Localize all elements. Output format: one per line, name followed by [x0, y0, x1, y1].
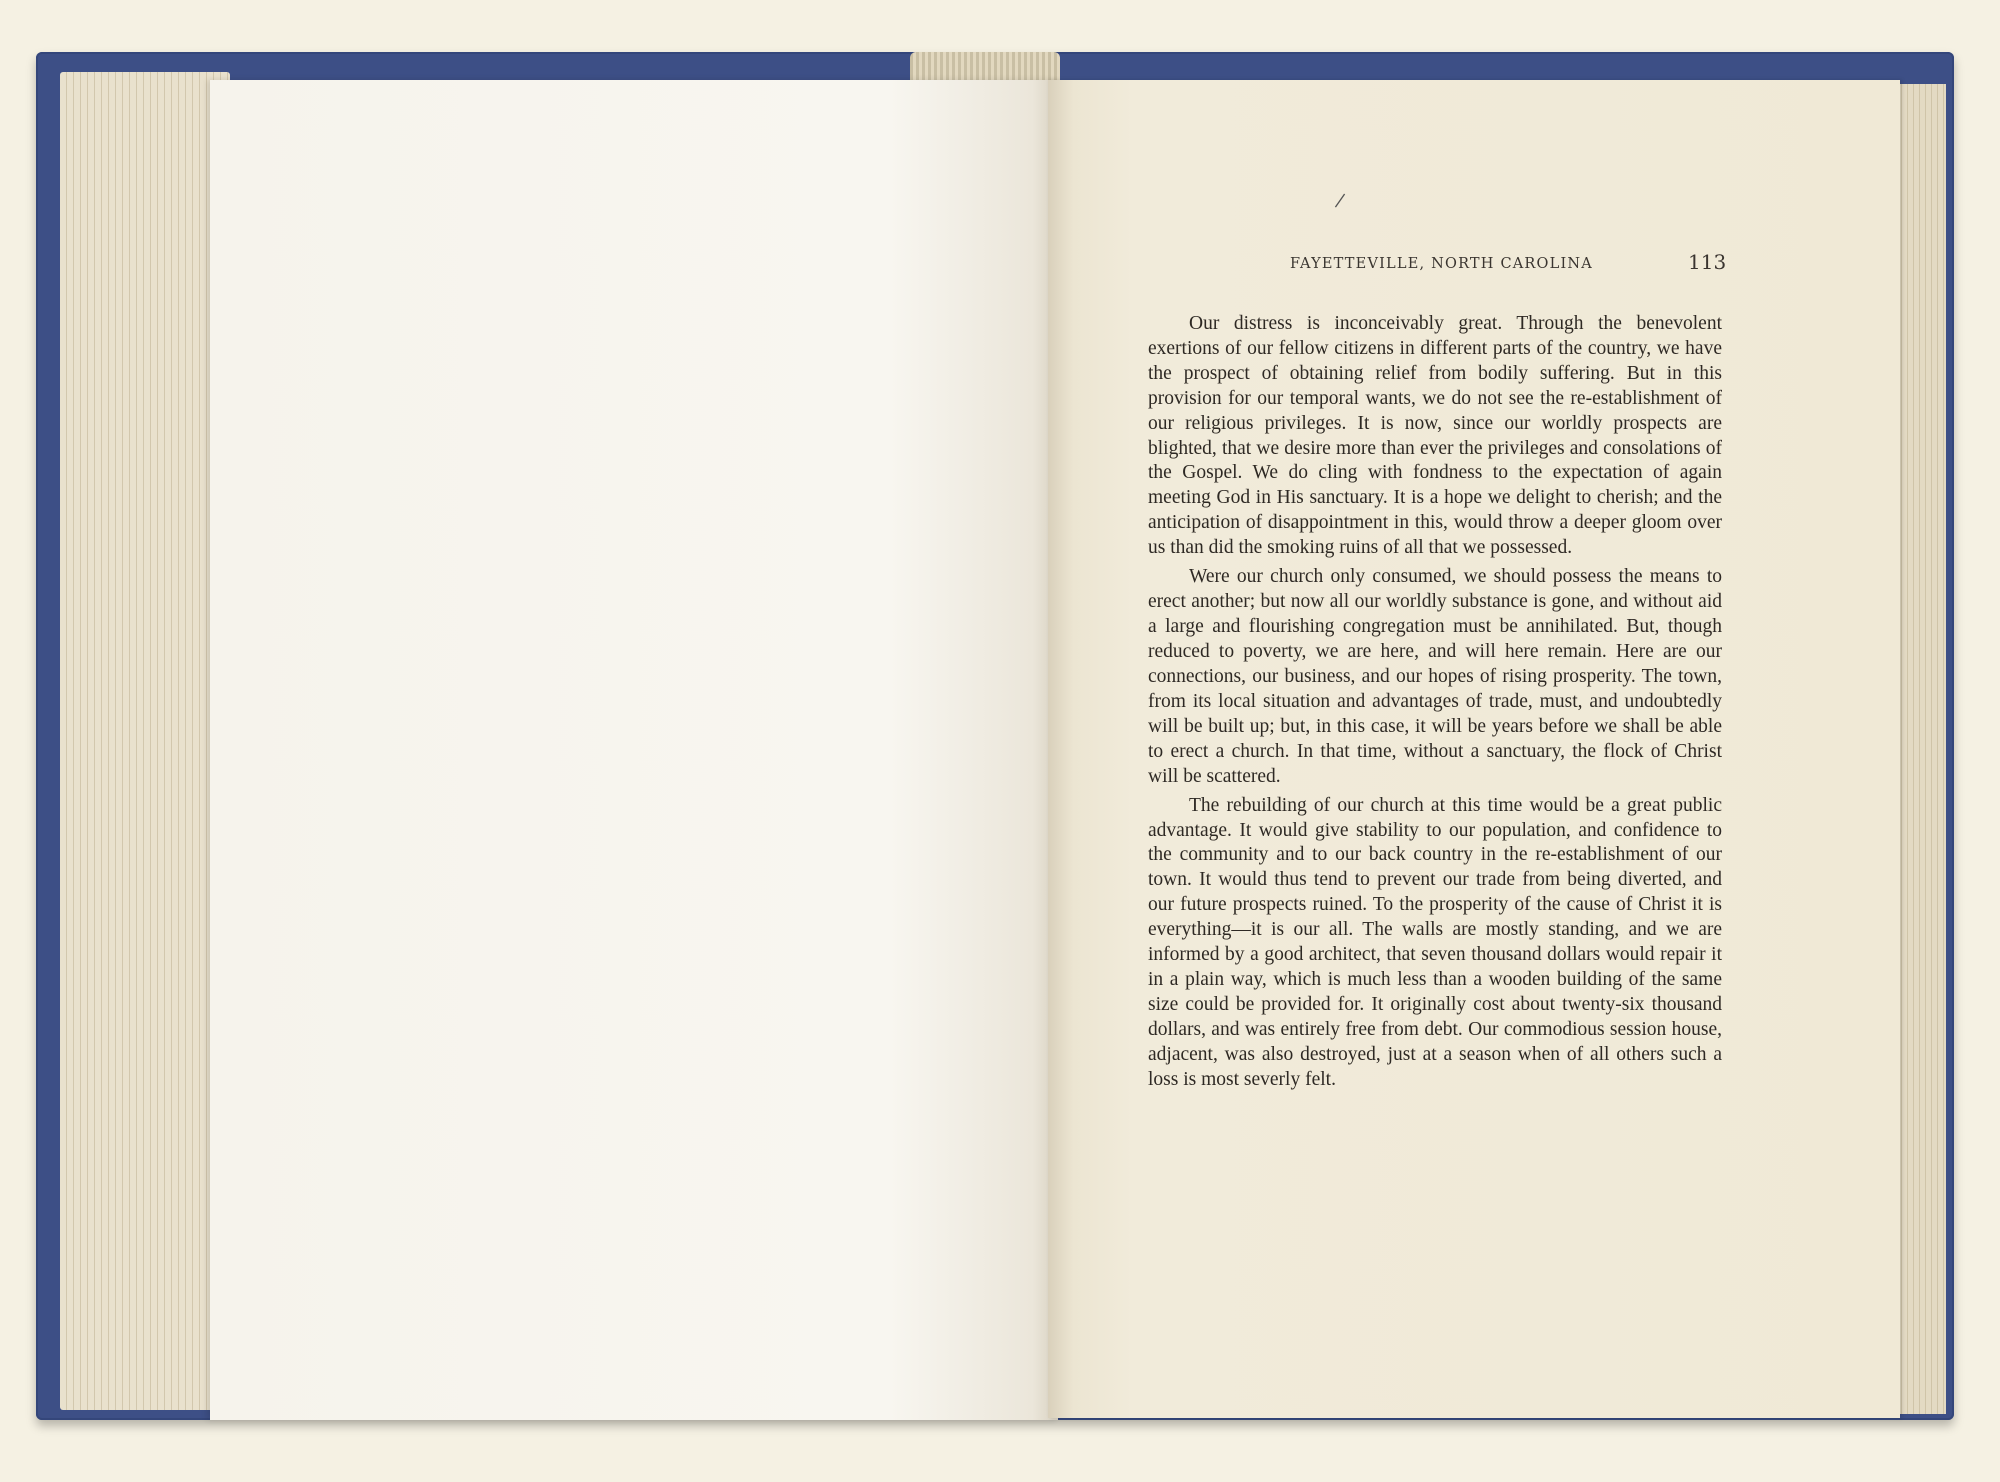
paragraph: The rebuilding of our church at this time would be a great public advantage. It would give stability to our population, and confidence to the community and to our back country in the re-establishment of our town. It would thus tend to prevent our trade from being diverted, and our future prospects ruined. To the prosperity of the cause of Christ it is everything—it is our all. The walls are mostly standing, and we are informed by a good architect, that seven thousand dollars would repair it in a plain way, which is much less than a wooden building of the same size could be provided for. It originally cost about twenty-six thousand dollars, and was entirely free from debt. Our commodious session house, adjacent, was also destroyed, just at a season when of all others such a loss is most severly felt. — [1148, 794, 1722, 1090]
left-page-edges — [60, 72, 230, 1410]
left-blank-page — [210, 80, 1058, 1420]
body-text — [1148, 312, 1722, 1097]
paragraph: Our distress is inconceivably great. Through the benevolent exertions of our fellow citizens in different parts of the country, we have the prospect of obtaining relief from bodily suffering. But in this provision for our temporal wants, we do not see the re-establishment of our religious privileges. It is now, since our worldly prospects are blighted, that we desire more than ever the privileges and consolations of the Gospel. We do cling with fondness to the expectation of again meeting God in His sanctuary. It is a hope we delight to cherish; and the anticipation of disappointment in this, would throw a deeper gloom over us than did the smoking ruins of all that we possessed. — [1148, 313, 1722, 559]
page-number: 113 — [1688, 250, 1727, 274]
running-head: FAYETTEVILLE, NORTH CAROLINA — [1290, 256, 1593, 272]
stray-mark: | — [1333, 190, 1349, 209]
paragraph: Were our church only consumed, we should possess the means to erect another; but now all our worldly substance is gone, and without aid a large and flourishing congregation must be annihilated. But, though reduced to poverty, we are here, and will here remain. Here are our connections, our business, and our hopes of rising prosperity. The town, from its local situation and advantages of trade, must, and undoubtedly will be built up; but, in this case, it will be years before we shall be able to erect a church. In that time, without a sanctuary, the flock of Christ will be scattered. — [1148, 566, 1722, 787]
